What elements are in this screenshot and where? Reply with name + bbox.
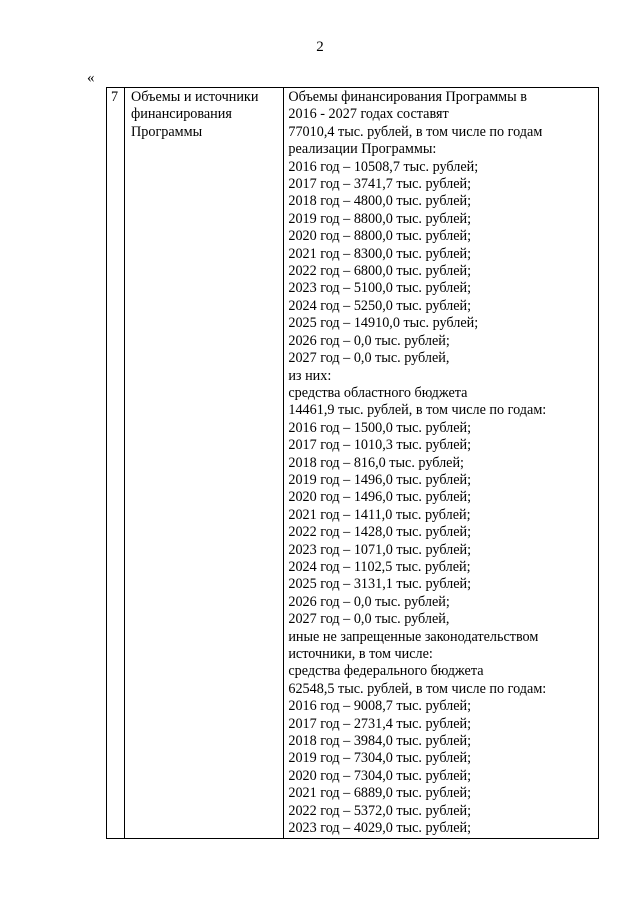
value-line: 2026 год – 0,0 тыс. рублей; bbox=[288, 332, 450, 349]
value-line: 77010,4 тыс. рублей, в том числе по годам bbox=[288, 123, 543, 140]
value-line: 2016 год – 10508,7 тыс. рублей; bbox=[288, 158, 479, 175]
row-label-cell bbox=[125, 88, 284, 839]
value-line: 2024 год – 1102,5 тыс. рублей; bbox=[288, 558, 471, 575]
page-number: 2 bbox=[316, 39, 324, 55]
value-line: 2019 год – 1496,0 тыс. рублей; bbox=[288, 471, 472, 488]
value-line: 2026 год – 0,0 тыс. рублей; bbox=[288, 593, 450, 610]
table-row bbox=[107, 88, 599, 839]
row-label-line: Объемы и источники bbox=[131, 89, 259, 105]
value-line: 2018 год – 816,0 тыс. рублей; bbox=[288, 454, 465, 471]
value-line: 2024 год – 5250,0 тыс. рублей; bbox=[288, 297, 472, 314]
program-passport-table bbox=[106, 87, 599, 839]
value-line: 2023 год – 1071,0 тыс. рублей; bbox=[288, 541, 472, 558]
value-line: из них: bbox=[288, 367, 332, 384]
value-line: 2019 год – 7304,0 тыс. рублей; bbox=[288, 750, 472, 767]
value-line: 14461,9 тыс. рублей, в том числе по годам: bbox=[288, 402, 547, 419]
row-label-line: финансирования bbox=[131, 106, 232, 123]
value-line: 2021 год – 6889,0 тыс. рублей; bbox=[288, 785, 472, 802]
row-number: 7 bbox=[111, 89, 119, 105]
value-line: 2027 год – 0,0 тыс. рублей, bbox=[288, 350, 450, 367]
value-line: средства федерального бюджета bbox=[288, 663, 484, 680]
row-label-line: Программы bbox=[131, 123, 203, 140]
value-line: Объемы финансирования Программы в bbox=[288, 89, 527, 105]
value-line: 2017 год – 3741,7 тыс. рублей; bbox=[288, 176, 472, 193]
value-line: 2016 год – 9008,7 тыс. рублей; bbox=[288, 698, 472, 715]
value-line: средства областного бюджета bbox=[288, 384, 468, 401]
value-line: 62548,5 тыс. рублей, в том числе по годам: bbox=[288, 680, 547, 697]
value-line: 2025 год – 14910,0 тыс. рублей; bbox=[288, 315, 479, 332]
value-line: 2020 год – 1496,0 тыс. рублей; bbox=[288, 489, 472, 506]
row-number-cell bbox=[107, 88, 125, 839]
value-line: 2018 год – 4800,0 тыс. рублей; bbox=[288, 193, 472, 210]
value-line: 2023 год – 5100,0 тыс. рублей; bbox=[288, 280, 472, 297]
value-line: 2022 год – 5372,0 тыс. рублей; bbox=[288, 802, 472, 819]
value-line: 2025 год – 3131,1 тыс. рублей; bbox=[288, 576, 472, 593]
opening-quote-mark: « bbox=[87, 70, 95, 86]
value-line: 2027 год – 0,0 тыс. рублей, bbox=[288, 611, 450, 628]
value-line: реализации Программы: bbox=[288, 141, 437, 158]
value-line: 2020 год – 7304,0 тыс. рублей; bbox=[288, 767, 472, 784]
value-line: 2020 год – 8800,0 тыс. рублей; bbox=[288, 228, 472, 245]
value-line: 2017 год – 1010,3 тыс. рублей; bbox=[288, 437, 472, 454]
value-line: 2018 год – 3984,0 тыс. рублей; bbox=[288, 733, 472, 750]
value-line: 2023 год – 4029,0 тыс. рублей; bbox=[288, 820, 472, 837]
value-line: источники, в том числе: bbox=[288, 646, 433, 662]
value-line: 2019 год – 8800,0 тыс. рублей; bbox=[288, 210, 472, 227]
value-line: 2022 год – 6800,0 тыс. рублей; bbox=[288, 263, 472, 280]
value-line: 2021 год – 8300,0 тыс. рублей; bbox=[288, 245, 472, 262]
row-value-cell bbox=[284, 88, 599, 839]
value-line: 2016 год – 1500,0 тыс. рублей; bbox=[288, 419, 472, 436]
value-line: 2021 год – 1411,0 тыс. рублей; bbox=[288, 506, 471, 523]
value-line: 2017 год – 2731,4 тыс. рублей; bbox=[288, 715, 472, 732]
value-line: 2016 - 2027 годах составят bbox=[288, 106, 449, 123]
value-line: 2022 год – 1428,0 тыс. рублей; bbox=[288, 524, 472, 541]
value-line: иные не запрещенные законодательством bbox=[288, 628, 539, 645]
